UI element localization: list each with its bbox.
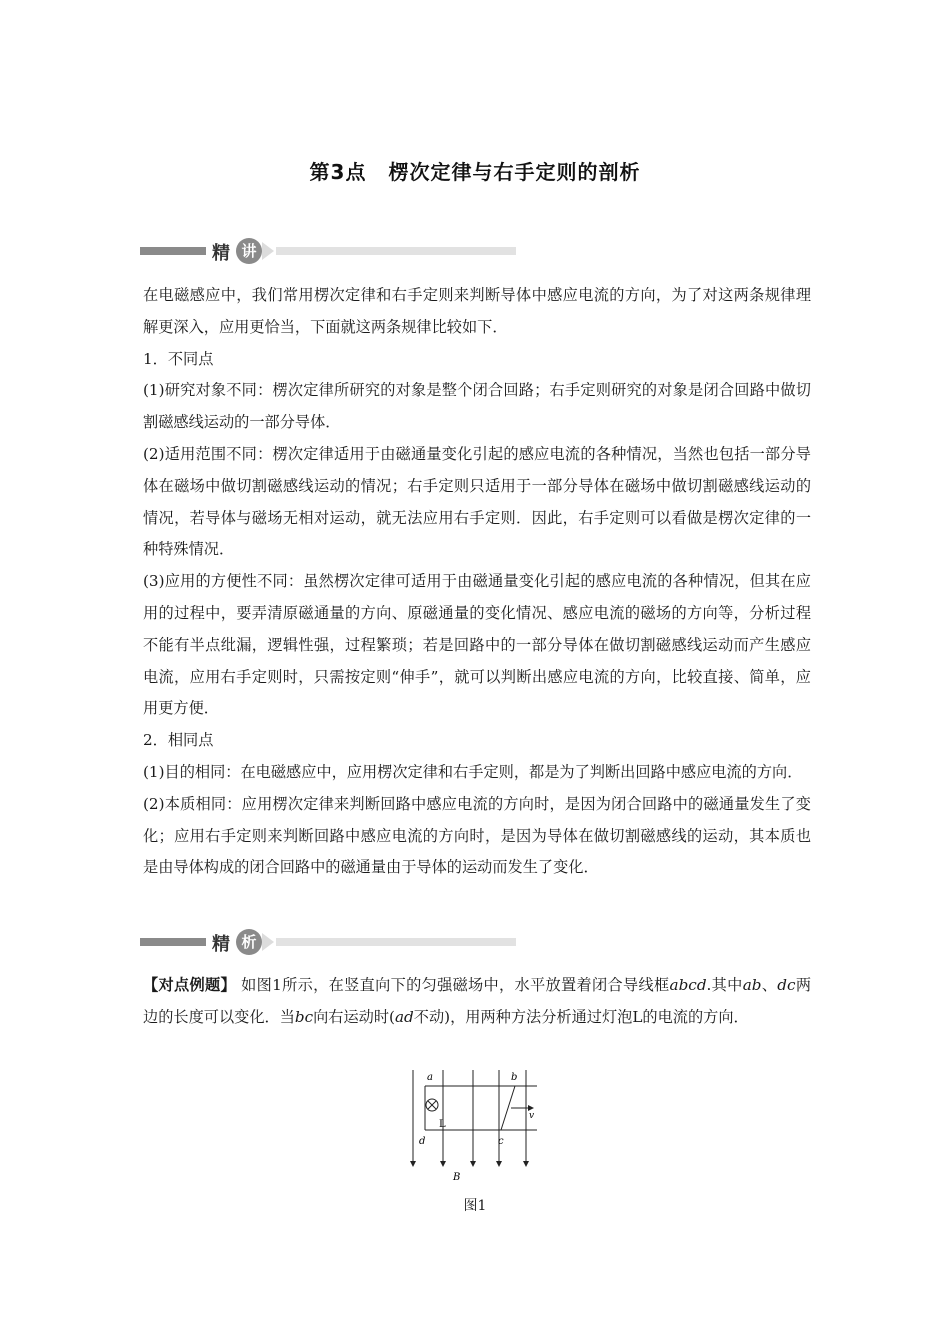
label-b: b xyxy=(511,1072,518,1083)
label-lamp: L xyxy=(439,1119,446,1130)
label-d: d xyxy=(419,1136,426,1147)
circuit-figure xyxy=(405,1068,555,1197)
example-label: 【对点例题】 xyxy=(143,976,236,994)
paragraph: 1．不同点 xyxy=(143,349,214,368)
paragraph: (1)研究对象不同：楞次定律所研究的对象是整个闭合回路；右手定则研究的对象是闭合回路中做切割磁感线运动的一部分导体． xyxy=(143,381,811,432)
title-number: 第3点 xyxy=(309,160,367,184)
figure-caption: 图1 xyxy=(463,1198,487,1214)
lecture-content xyxy=(143,280,811,884)
banner-circle: 讲 xyxy=(236,238,262,264)
paragraph: 在电磁感应中，我们常用楞次定律和右手定则来判断导体中感应电流的方向，为了对这两条规律理解更深入，应用更恰当，下面就这两条规律比较如下． xyxy=(143,286,811,336)
example-problem: 【对点例题】 如图1所示，在竖直向下的匀强磁场中，水平放置着闭合导线框abcd.其中ab、dc两边的长度可以变化．当bc向右运动时(ad不动)，用两种方法分析通过灯泡L的电流的方向． xyxy=(143,976,812,1026)
lecture-banner xyxy=(140,238,520,264)
page-title xyxy=(0,156,950,185)
banner-circle: 析 xyxy=(236,929,262,955)
banner-char: 精 xyxy=(212,934,230,955)
circuit-diagram xyxy=(405,1068,555,1193)
paragraph: (1)目的相同：在电磁感应中，应用楞次定律和右手定则，都是为了判断出回路中感应电流的方向． xyxy=(143,762,803,781)
banner-chevron xyxy=(262,933,274,951)
label-velocity: v xyxy=(529,1111,535,1121)
paragraph: (2)适用范围不同：楞次定律适用于由磁通量变化引起的感应电流的各种情况，当然也包括一部分导体在磁场中做切割磁感线运动的情况；右手定则只适用于一部分导体在磁场中做切割磁感线运动的情况，若导体与磁场无相对运动，就无法应用右手定则．因此，右手定则可以看做是楞次定律的一种特殊情况． xyxy=(143,444,811,559)
analysis-banner xyxy=(140,929,520,955)
label-field: B xyxy=(453,1172,461,1183)
field-lines xyxy=(413,1070,526,1164)
label-c: c xyxy=(498,1136,504,1147)
banner-chevron xyxy=(262,242,274,260)
paragraph: 2．相同点 xyxy=(143,731,214,750)
paragraph: (3)应用的方便性不同：虽然楞次定律可适用于由磁通量变化引起的感应电流的各种情况，但其在应用的过程中，要弄清原磁通量的方向、原磁通量的变化情况、感应电流的磁场的方向等，分析过程不能有半点纰漏，逻辑性强，过程繁琐；若是回路中的一部分导体在做切割磁感线运动而产生感应电流，应用右手定则时，只需按定则“伸手”，就可以判断出感应电流的方向，比较直接、简单，应用更方便． xyxy=(143,572,811,718)
label-a: a xyxy=(427,1072,433,1083)
paragraph: (2)本质相同：应用楞次定律来判断回路中感应电流的方向时，是因为闭合回路中的磁通量发生了变化；应用右手定则来判断回路中感应电流的方向时，是因为导体在做切割磁感线的运动，其本质也是由导体构成的闭合回路中的磁通量由于导体的运动而发生了变化． xyxy=(143,794,811,877)
banner-char: 精 xyxy=(212,243,230,264)
title-text: 楞次定律与右手定则的剖析 xyxy=(388,160,641,184)
